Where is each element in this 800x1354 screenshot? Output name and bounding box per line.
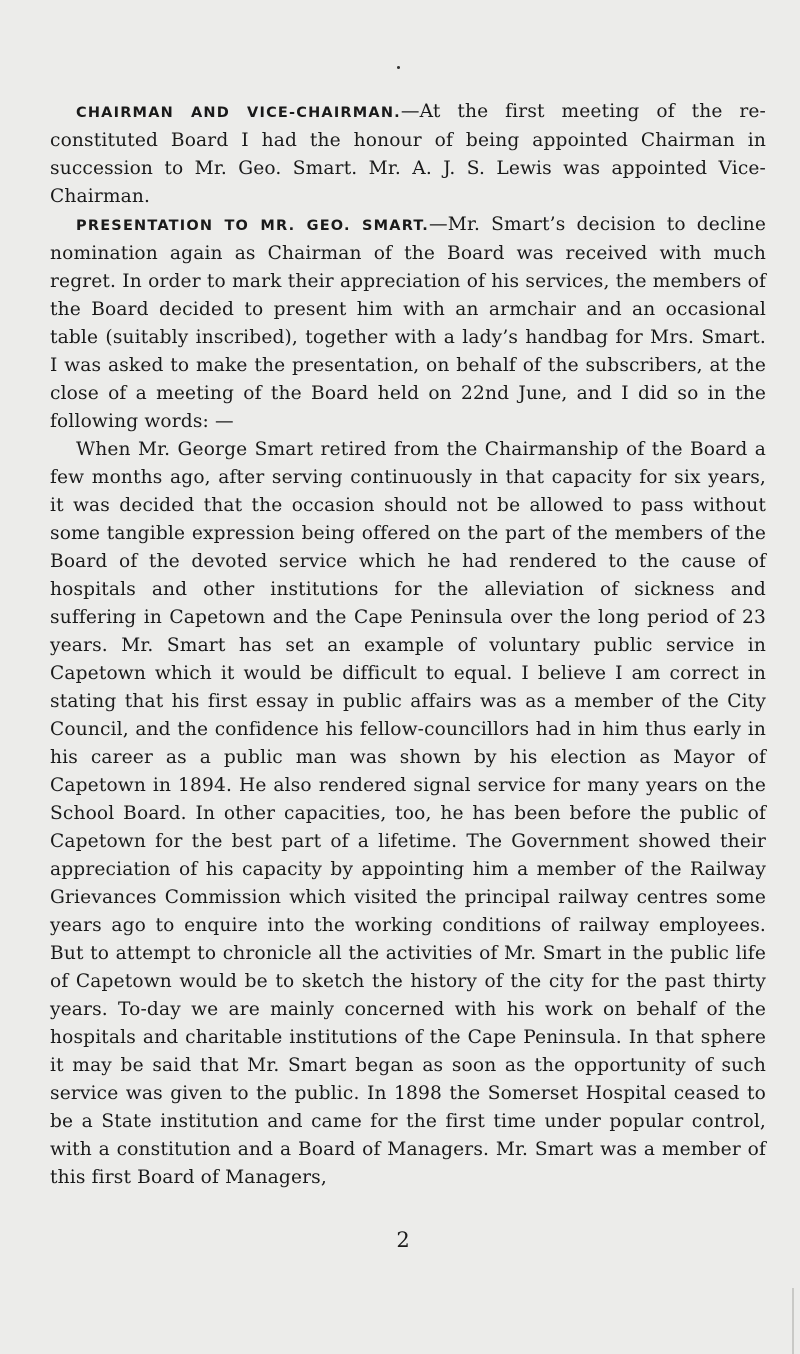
paragraph-chairman	[50, 98, 766, 211]
decorative-dot	[397, 66, 400, 69]
paragraph-presentation	[50, 211, 766, 436]
paragraph-speech: When Mr. George Smart retired from the Chairmanship of the Board a few months ago, after serving continuously in that capacity for six years, it was decided that the occasion should not be allowed to pass without some tangible expression being offered on the part of the members of the Board of the devoted service which he had rendered to the cause of hospitals and other institutions for the alleviation of sickness and suffering in Capetown and the Cape Peninsula over the long period of 23 years. Mr. Smart has set an example of voluntary public service in Capetown which it would be difficult to equal. I believe I am correct in stating that his first essay in public affairs was as a member of the City Council, and the confidence his fellow-councillors had in him thus early in his career as a public man was shown by his election as Mayor of Capetown in 1894. He also rendered signal service for many years on the School Board. In other capacities, too, he has been before the public of Capetown for the best part of a lifetime. The Government showed their appreciation of his capacity by appointing him a member of the Railway Grievances Commission which visited the principal railway centres some years ago to enquire into the working conditions of railway employees. But to attempt to chronicle all the activities of Mr. Smart in the public life of Capetown would be to sketch the history of the city for the past thirty years. To-day we are mainly concerned with his work on behalf of the hospitals and charitable institutions of the Cape Peninsula. In that sphere it may be said that Mr. Smart began as soon as the opportunity of such service was given to the public. In 1898 the Somerset Hospital ceased to be a State institution and came for the first time under popular control, with a constitution and a Board of Managers. Mr. Smart was a member of this first Board of Managers,	[50, 439, 766, 1188]
paragraph-chairman-body: —At the first meeting of the re-constituted Board I had the honour of being appointed Chairman in succession to Mr. Geo. Smart. Mr. A. J. S. Lewis was appointed Vice-Chairman.	[50, 101, 766, 207]
scan-edge-mark	[792, 1288, 794, 1354]
heading-presentation: PRESENTATION TO MR. GEO. SMART.	[76, 218, 430, 234]
paragraph-presentation-body: —Mr. Smart’s decision to decline nomination again as Chairman of the Board was received with much regret. In order to mark their appreciation of his services, the members of the Board decided to present him with an armchair and an occasional table (suitably inscribed), together with a lady’s handbag for Mrs. Smart. I was asked to make the presentation, on behalf of the subscribers, at the close of a meeting of the Board held on 22nd June, and I did so in the following words: —	[50, 214, 766, 432]
heading-chairman: CHAIRMAN AND VICE-CHAIRMAN.	[76, 105, 401, 121]
page-number: 2	[396, 1228, 410, 1252]
body-text	[50, 98, 766, 1192]
